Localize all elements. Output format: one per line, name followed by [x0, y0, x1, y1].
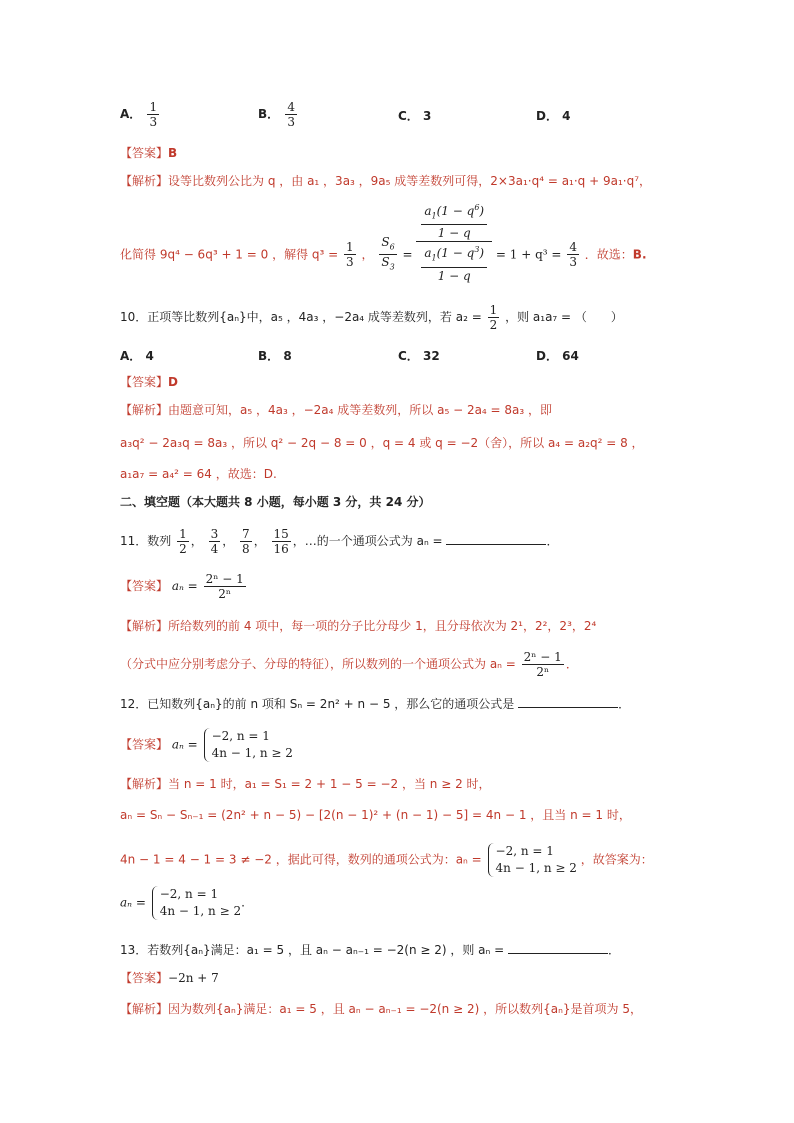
q9-option-b: B． $\frac{4}{3}$ [258, 100, 295, 129]
q10-option-d: D． 64 [536, 349, 579, 363]
q11-stem: 11．数列 $\frac{1}{2}$ ， $\frac{3}{4}$ ， $\frac{7}{8}$ ， $\frac{15}{16}$ ，…的一个通项公式为 aₙ = ． [120, 527, 559, 556]
q12-analysis-line-1: 【解析】当 n = 1 时，a₁ = S₁ = 2 + 1 − 5 = −2 ，当 n ≥ 2 时， [120, 777, 491, 791]
q11-analysis-line-1: 【解析】所给数列的前 4 项中，每一项的分子比分母少 1，且分母依次为 2¹，2²，2³，2⁴ [120, 619, 597, 633]
q11-blank[interactable] [446, 532, 546, 545]
q13-blank[interactable] [508, 941, 608, 954]
q12-analysis-line-4: aₙ = −2, n = 1 4n − 1, n ≥ 2 . [120, 887, 245, 918]
section-title-fill-in: 二、填空题（本大题共 8 小题，每小题 3 分，共 24 分） [120, 495, 431, 509]
q9-answer: 【答案】B [120, 146, 178, 160]
q13-analysis-line-1: 【解析】因为数列{aₙ}满足：a₁ = 5 ，且 aₙ − aₙ₋₁ = −2(n ≥ 2) ，所以数列{aₙ}是首项为 5， [120, 1002, 642, 1016]
q9-option-a: A． $\frac{1}{3}$ [120, 100, 158, 129]
q12-analysis-line-3: 4n − 1 = 4 − 1 = 3 ≠ −2 ，据此可得，数列的通项公式为：aₙ = −2, n = 1 4n − 1, n ≥ 2 ，故答案为： [120, 844, 653, 875]
q12-analysis-line-2: aₙ = Sₙ − Sₙ₋₁ = (2n² + n − 5) − [2(n − 1)² + (n − 1) − 5] = 4n − 1 ，且当 n = 1 时， [120, 808, 631, 822]
q11-analysis-line-2: （分式中应分别考虑分子、分母的特征），所以数列的一个通项公式为 aₙ = $\frac{\text{2ⁿ − 1}}{\text{2ⁿ}}$ ． [120, 650, 578, 679]
q9-analysis-line-1: 【解析】设等比数列公比为 q ，由 a₁ ，3a₃ ，9a₅ 成等差数列可得，2×3a₁·q⁴ = a₁·q + 9a₁·q⁷， [120, 174, 652, 188]
q9-option-d: D． 4 [536, 109, 571, 123]
q12-stem: 12．已知数列{aₙ}的前 n 项和 Sₙ = 2n² + n − 5 ，那么它的通项公式是 ． [120, 697, 631, 711]
q9-option-c: C． 3 [398, 109, 432, 123]
q10-option-c: C． 32 [398, 349, 440, 363]
q13-stem: 13．若数列{aₙ}满足：a₁ = 5 ，且 aₙ − aₙ₋₁ = −2(n ≥ 2) ，则 aₙ = ． [120, 943, 621, 957]
q10-analysis-line-2: a₃q² − 2a₃q = 8a₃ ，所以 q² − 2q − 8 = 0 ，q = 4 或 q = −2（舍），所以 a₄ = a₂q² = 8 ， [120, 436, 644, 450]
q10-stem: 10．正项等比数列{aₙ}中，a₅ ，4a₃ ，−2a₄ 成等差数列，若 a₂ = $\frac{1}{2}$ ，则 a₁a₇ = （ ） [120, 303, 623, 332]
q12-blank[interactable] [518, 695, 618, 708]
q9-analysis-line-2: 化简得 9q⁴ − 6q³ + 1 = 0 ，解得 q³ = $\frac{1}{3}$ ， $\frac{S_6}{S_3}$ = $\frac{\frac{a_1(1 - q^6)}{1 - q}}{\frac{a_1(1 - q^3)}{1 - q}}$ = 1 + q³ = $\frac{4}{3}$ ．故选：B. [120, 226, 647, 284]
q10-analysis-line-3: a₁a₇ = a₄² = 64 ，故选：D. [120, 467, 277, 481]
q10-option-b: B． 8 [258, 349, 292, 363]
q13-answer: 【答案】−2n + 7 [120, 971, 219, 985]
q10-answer: 【答案】D [120, 375, 178, 389]
q12-answer: 【答案】 aₙ = −2, n = 1 4n − 1, n ≥ 2 [120, 729, 293, 760]
q11-answer: 【答案】 aₙ = $\frac{\text{2ⁿ − 1}}{\text{2ⁿ}}$ [120, 572, 244, 601]
q10-analysis-line-1: 【解析】由题意可知，a₅ ，4a₃ ，−2a₄ 成等差数列，所以 a₅ − 2a₄ = 8a₃ ，即 [120, 403, 553, 417]
q10-option-a: A． 4 [120, 349, 154, 363]
